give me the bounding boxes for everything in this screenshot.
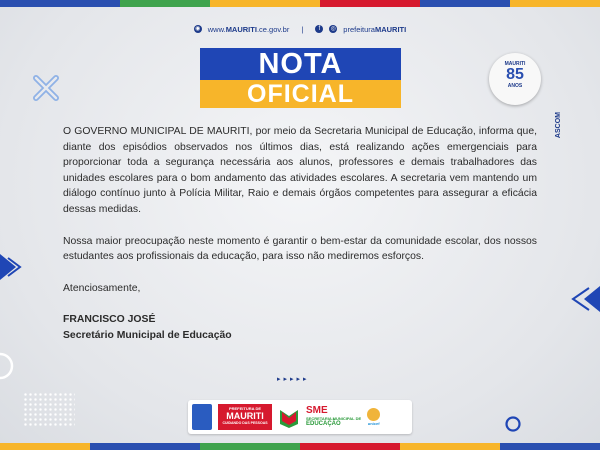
sme-book-icon: [278, 406, 300, 428]
left-chevron-decoration: [0, 252, 26, 282]
bottom-color-stripe: [0, 443, 600, 450]
social-handle[interactable]: prefeituraMAURITI: [343, 24, 407, 34]
badge-number: 85: [506, 66, 524, 83]
municipal-crest-icon: [192, 404, 212, 430]
sme-logo: [306, 406, 361, 428]
title-oficial: OFICIAL: [200, 80, 401, 108]
unicef-label: unicef: [367, 421, 380, 426]
logo-prefeitura-sub: CUIDANDO DAS PESSOAS: [222, 421, 268, 425]
paragraph-1: O GOVERNO MUNICIPAL DE MAURITI, por meio da Secretaria Municipal de Educação, informa que, diante dos episódios observados nos últimos dias, está realizando ações emergenciais para proporcionar toda a segurança necessária aos alunos, professores e demais trabalhadores das unidades escolares para o bom andamento das atividades escolares. A secretaria vem mantendo um diálogo contínuo junto à Polícia Militar, Raio e demais órgãos competentes para assegurar a eficácia dessas medidas.: [63, 126, 537, 215]
paragraph-2: Nossa maior preocupação neste momento é garantir o bem-estar da comunidade escolar, dos nossos estudantes aos profissionais da educação, para isso não mediremos esforços.: [63, 235, 537, 263]
globe-icon: ◉: [195, 26, 201, 32]
signer-name: FRANCISCO JOSÉ: [63, 314, 156, 326]
arrows-decoration: ▸▸▸▸▸: [277, 376, 310, 383]
badge-city: MAURITI: [504, 61, 526, 67]
closing-line: Atenciosamente,: [63, 282, 141, 294]
sme-line2: EDUCAÇÃO: [306, 421, 341, 427]
unicef-logo: [367, 408, 380, 426]
prefeitura-mauriti-logo: [218, 404, 272, 430]
header-separator: |: [301, 24, 304, 34]
sme-line1: SECRETARIA MUNICIPAL DE: [306, 416, 362, 421]
title-nota: NOTA: [200, 48, 401, 80]
right-chevron-decoration: [567, 284, 600, 314]
footer-logos-bar: [188, 400, 412, 434]
title-banner: [200, 48, 401, 108]
left-half-circle-decoration: [0, 352, 14, 380]
signer-role: Secretário Municipal de Educação: [63, 329, 232, 341]
note-body: [63, 124, 537, 344]
logo-prefeitura-name: MAURITI: [226, 411, 264, 421]
logo-prefeitura-top: PREFEITURA DE: [228, 406, 262, 411]
top-color-stripe: [0, 0, 600, 7]
ascom-label: ASCOM: [555, 112, 562, 139]
header-contact-bar: [0, 22, 600, 36]
x-cross-decoration: [32, 74, 60, 102]
anniversary-badge: [489, 53, 541, 105]
ring-decoration: [504, 415, 522, 433]
sme-acronym: SME: [306, 405, 328, 416]
facebook-icon: f: [315, 25, 323, 33]
website-link[interactable]: www.MAURITI.ce.gov.br: [207, 24, 290, 34]
badge-anos: ANOS: [507, 83, 523, 89]
dot-grid-decoration: [23, 392, 75, 426]
unicef-emblem-icon: [367, 408, 380, 421]
instagram-icon: ◎: [330, 26, 336, 32]
